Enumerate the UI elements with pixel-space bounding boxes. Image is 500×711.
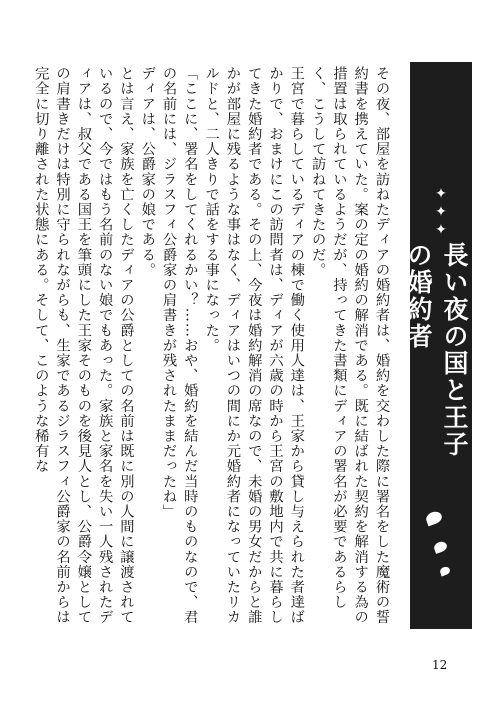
paragraph: とは言え、家族を亡くしたディアの公爵としての名前は既に別の人間に譲渡されているので、今ではもう名前のない娘でもあった。家族と家名を失い一人残されたディアは、叔父である国王を筆頭にした王家そのものを後見人とし、公爵令嬢としての肩書きだけは特別に守られながらも、生家であるジラスフィ公爵家の名前からは完全に切り離された状態にある。そして、このような稀有な: [33, 66, 135, 625]
body-text: [33, 66, 392, 628]
dialogue-paragraph: 「ここに、署名をしてくれるかい？……おや、婚約を結んだ当時のものなので、君の名前には、ジラスフィ公爵家の肩書きが残されたままだったね」: [161, 66, 199, 625]
petal-decoration-icon: [424, 510, 443, 527]
chapter-title-band: [404, 62, 472, 629]
petal-decoration-icon: [433, 540, 449, 554]
star-ornament-icon: ✦✦✦: [433, 186, 449, 240]
paragraph: その夜、部屋を訪ねたディアの婚約者は、婚約を交わした際に署名をした魔術の誓約書を携えていた。案の定の婚約の解消である。既に結ばれた契約を解消する為の措置は取られているようだが、持ってきた書類にディアの署名が必要であるらしく、こうして訪ねてきたのだ。: [310, 66, 390, 625]
petal-decoration-icon: [439, 566, 451, 577]
paragraph: 王宮で暮らしているディアの棟で働く使用人達は、王家から貸し与えられた者達ばかりで、おまけにこの訪問者は、ディアが六歳の時から王宮の敷地内で共に暮らしてきた婚約者である。その上、今夜は婚約解消の席なので、未婚の男女だからと誰かが部屋に残るような事はなく、ディアはいつの間にか元婚約者になっていたリカルドと、二人きりで話をする事になった。: [203, 66, 305, 625]
page-number: 12: [432, 658, 448, 672]
paragraph: ディアは、公爵家の娘である。: [139, 66, 156, 278]
chapter-title: 長い夜の国と王子の婚約者: [404, 242, 469, 458]
